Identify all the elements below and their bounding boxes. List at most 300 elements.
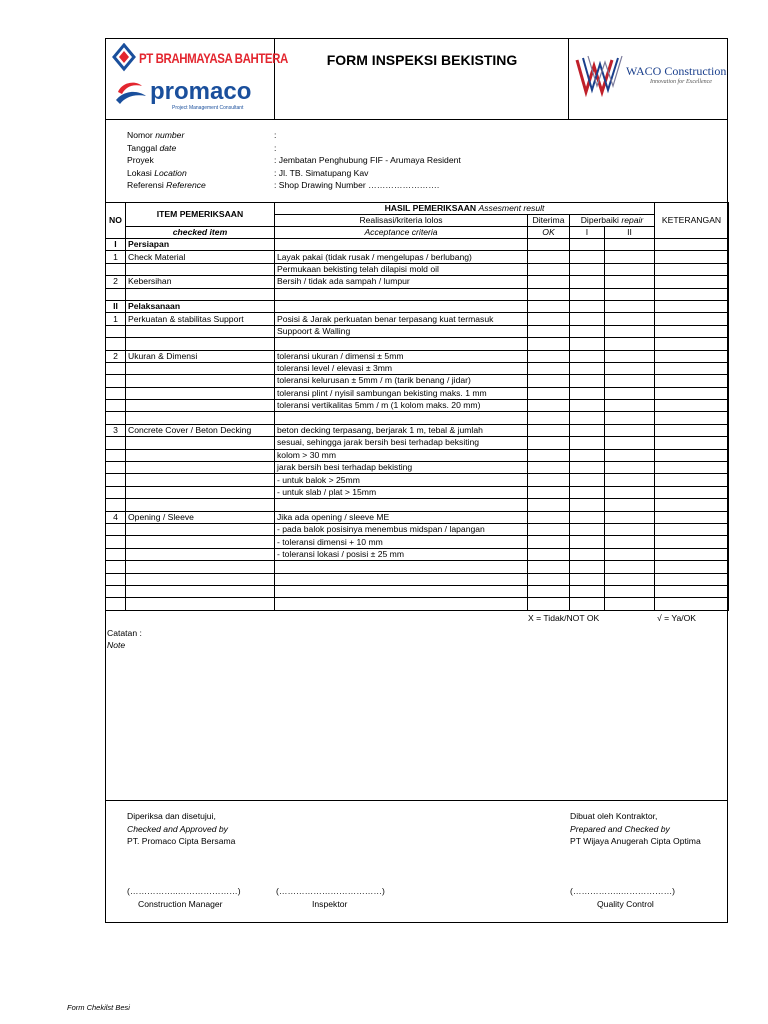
row-item	[126, 585, 275, 597]
row-keterangan-cell[interactable]	[655, 511, 729, 523]
row-ok-cell[interactable]	[528, 276, 570, 288]
row-repair-ii-cell[interactable]	[605, 536, 655, 548]
row-ok-cell[interactable]	[528, 585, 570, 597]
row-repair-ii-cell[interactable]	[605, 400, 655, 412]
row-repair-ii-cell[interactable]	[605, 251, 655, 263]
row-repair-i-cell[interactable]	[570, 449, 605, 461]
row-repair-ii-cell[interactable]	[605, 412, 655, 424]
row-ok-cell[interactable]	[528, 375, 570, 387]
row-no	[106, 288, 126, 300]
row-no	[106, 437, 126, 449]
row-keterangan-cell[interactable]	[655, 486, 729, 498]
legend-ok: √ = Ya/OK	[657, 613, 697, 623]
contractor-company: PT Wijaya Anugerah Cipta Optima	[570, 836, 701, 846]
hasil-label: HASIL PEMERIKSAAN	[384, 203, 477, 213]
table-header-row-3	[106, 227, 729, 239]
row-no	[106, 548, 126, 560]
row-no: 2	[106, 276, 126, 288]
row-repair-ii-cell[interactable]	[605, 300, 655, 312]
row-repair-i-cell[interactable]	[570, 325, 605, 337]
row-repair-ii-cell[interactable]	[605, 375, 655, 387]
row-ok-cell[interactable]	[528, 362, 570, 374]
promaco-logo	[112, 78, 272, 114]
table-row	[106, 561, 729, 573]
row-keterangan-cell[interactable]	[655, 499, 729, 511]
row-ok-cell[interactable]	[528, 486, 570, 498]
row-item: Opening / Sleeve	[126, 511, 275, 523]
row-item	[126, 437, 275, 449]
row-repair-i-cell[interactable]	[570, 437, 605, 449]
row-item: Perkuatan & stabilitas Support	[126, 313, 275, 325]
row-ok-cell[interactable]	[528, 511, 570, 523]
col-diterima-header: Diterima	[528, 215, 570, 227]
row-item: Concrete Cover / Beton Decking	[126, 424, 275, 436]
col-no-header: NO	[106, 203, 126, 239]
row-keterangan-cell[interactable]	[655, 251, 729, 263]
row-repair-ii-cell[interactable]	[605, 511, 655, 523]
row-repair-ii-cell[interactable]	[605, 561, 655, 573]
waco-tagline: Innovation for Excellence	[650, 79, 712, 85]
row-ok-cell[interactable]	[528, 462, 570, 474]
row-criteria: - untuk balok > 25mm	[275, 474, 528, 486]
row-keterangan-cell[interactable]	[655, 276, 729, 288]
row-item	[126, 474, 275, 486]
row-keterangan-cell[interactable]	[655, 362, 729, 374]
row-item	[126, 536, 275, 548]
row-keterangan-cell[interactable]	[655, 561, 729, 573]
row-repair-ii-cell[interactable]	[605, 499, 655, 511]
row-ok-cell[interactable]	[528, 300, 570, 312]
info-value: :	[274, 130, 277, 140]
row-criteria	[275, 300, 528, 312]
row-no	[106, 263, 126, 275]
row-item	[126, 400, 275, 412]
table-row	[106, 400, 729, 412]
row-criteria: toleransi kelurusan ± 5mm / m (tarik benang / jidar)	[275, 375, 528, 387]
title-cell	[275, 38, 569, 119]
row-ok-cell[interactable]	[528, 561, 570, 573]
row-repair-ii-cell[interactable]	[605, 486, 655, 498]
row-repair-i-cell[interactable]	[570, 239, 605, 251]
row-criteria: sesuai, sehingga jarak bersih besi terhadap beksiting	[275, 437, 528, 449]
info-label-en: Reference	[166, 180, 206, 190]
col-item-header-en: checked item	[126, 227, 275, 239]
approver-line1: Diperiksa dan disetujui,	[127, 811, 216, 821]
row-item	[126, 288, 275, 300]
row-keterangan-cell[interactable]	[655, 462, 729, 474]
row-repair-ii-cell[interactable]	[605, 573, 655, 585]
signature-blank-qc: (……………..………………)	[570, 886, 676, 896]
info-label-en: number	[155, 130, 185, 140]
row-repair-i-cell[interactable]	[570, 288, 605, 300]
row-item	[126, 412, 275, 424]
row-ok-cell[interactable]	[528, 474, 570, 486]
row-repair-ii-cell[interactable]	[605, 585, 655, 597]
row-ok-cell[interactable]	[528, 536, 570, 548]
info-label-en: date	[159, 142, 177, 153]
contractor-block	[570, 810, 701, 848]
row-criteria: - untuk slab / plat > 15mm	[275, 486, 528, 498]
row-keterangan-cell[interactable]	[655, 400, 729, 412]
row-repair-i-cell[interactable]	[570, 362, 605, 374]
row-repair-ii-cell[interactable]	[605, 474, 655, 486]
row-criteria: Posisi & Jarak perkuatan benar terpasang kuat termasuk	[275, 313, 528, 325]
notes-area	[107, 627, 142, 651]
row-repair-i-cell[interactable]	[570, 573, 605, 585]
form-title: FORM INSPEKSI BEKISTING	[326, 52, 518, 68]
row-criteria: toleransi plint / nyisil sambungan bekisting maks. 1 mm	[275, 387, 528, 399]
row-no: II	[106, 300, 126, 312]
row-ok-cell[interactable]	[528, 523, 570, 535]
row-criteria: Suppoort & Walling	[275, 325, 528, 337]
col-acceptance-header: Acceptance criteria	[275, 227, 528, 239]
row-item	[126, 486, 275, 498]
info-value: :	[274, 142, 277, 153]
row-item: Ukuran & Dimensi	[126, 350, 275, 362]
contractor-line2: Prepared and Checked by	[570, 823, 670, 834]
header-divider	[105, 119, 728, 120]
row-no	[106, 400, 126, 412]
row-ok-cell[interactable]	[528, 251, 570, 263]
row-ok-cell[interactable]	[528, 313, 570, 325]
row-repair-ii-cell[interactable]	[605, 263, 655, 275]
row-criteria: - toleransi lokasi / posisi ± 25 mm	[275, 548, 528, 560]
notes-label: Catatan :	[107, 628, 142, 638]
row-item	[126, 523, 275, 535]
row-no	[106, 561, 126, 573]
row-criteria	[275, 338, 528, 350]
row-keterangan-cell[interactable]	[655, 449, 729, 461]
row-repair-i-cell[interactable]	[570, 424, 605, 436]
row-criteria: jarak bersih besi terhadap bekisting	[275, 462, 528, 474]
footer-label: Form Chekilst Besi	[67, 1003, 130, 1012]
promaco-tagline: Project Management Consultant	[172, 105, 244, 111]
row-item	[126, 325, 275, 337]
row-ok-cell[interactable]	[528, 598, 570, 610]
table-row	[106, 375, 729, 387]
row-repair-ii-cell[interactable]	[605, 523, 655, 535]
row-no	[106, 412, 126, 424]
row-keterangan-cell[interactable]	[655, 548, 729, 560]
row-repair-i-cell[interactable]	[570, 536, 605, 548]
info-label: Referensi	[127, 180, 164, 190]
row-criteria: - pada balok posisinya menembus midspan / lapangan	[275, 523, 528, 535]
row-repair-i-cell[interactable]	[570, 375, 605, 387]
row-repair-i-cell[interactable]	[570, 462, 605, 474]
table-row	[106, 536, 729, 548]
info-label: Lokasi	[127, 167, 152, 178]
diperbaiki-label: Diperbaiki	[580, 215, 619, 225]
row-criteria: Layak pakai (tidak rusak / mengelupas / berlubang)	[275, 251, 528, 263]
row-ok-cell[interactable]	[528, 548, 570, 560]
row-keterangan-cell[interactable]	[655, 263, 729, 275]
row-item	[126, 573, 275, 585]
brahmayasa-logo	[112, 43, 288, 73]
table-row	[106, 313, 729, 325]
row-repair-ii-cell[interactable]	[605, 338, 655, 350]
row-item	[126, 263, 275, 275]
table-row	[106, 288, 729, 300]
row-no	[106, 362, 126, 374]
row-repair-ii-cell[interactable]	[605, 313, 655, 325]
table-row	[106, 598, 729, 610]
row-repair-i-cell[interactable]	[570, 412, 605, 424]
row-no: 2	[106, 350, 126, 362]
hasil-label-en: Assesment result	[478, 203, 545, 213]
row-criteria	[275, 239, 528, 251]
row-criteria: toleransi vertikalitas 5mm / m (1 kolom maks. 20 mm)	[275, 400, 528, 412]
row-item	[126, 548, 275, 560]
row-no	[106, 536, 126, 548]
row-keterangan-cell[interactable]	[655, 573, 729, 585]
table-row	[106, 499, 729, 511]
info-label: Tanggal	[127, 142, 158, 153]
row-repair-i-cell[interactable]	[570, 548, 605, 560]
row-no	[106, 338, 126, 350]
row-no	[106, 585, 126, 597]
row-keterangan-cell[interactable]	[655, 313, 729, 325]
row-ok-cell[interactable]	[528, 239, 570, 251]
row-keterangan-cell[interactable]	[655, 424, 729, 436]
row-ok-cell[interactable]	[528, 499, 570, 511]
row-keterangan-cell[interactable]	[655, 412, 729, 424]
table-row	[106, 585, 729, 597]
row-no: 3	[106, 424, 126, 436]
col-keterangan-header: KETERANGAN	[655, 203, 729, 239]
table-row	[106, 548, 729, 560]
row-criteria	[275, 585, 528, 597]
row-item	[126, 362, 275, 374]
repair-label: repair	[621, 215, 644, 225]
row-repair-i-cell[interactable]	[570, 474, 605, 486]
row-repair-i-cell[interactable]	[570, 486, 605, 498]
row-item	[126, 449, 275, 461]
row-criteria	[275, 573, 528, 585]
row-no: I	[106, 239, 126, 251]
table-row	[106, 486, 729, 498]
row-ok-cell[interactable]	[528, 412, 570, 424]
row-repair-ii-cell[interactable]	[605, 239, 655, 251]
table-row	[106, 437, 729, 449]
row-repair-ii-cell[interactable]	[605, 462, 655, 474]
table-row	[106, 239, 729, 251]
row-criteria: toleransi level / elevasi ± 3mm	[275, 362, 528, 374]
table-row	[106, 263, 729, 275]
row-no	[106, 523, 126, 535]
row-ok-cell[interactable]	[528, 449, 570, 461]
row-criteria	[275, 561, 528, 573]
row-keterangan-cell[interactable]	[655, 338, 729, 350]
row-keterangan-cell[interactable]	[655, 239, 729, 251]
table-row	[106, 251, 729, 263]
row-ok-cell[interactable]	[528, 437, 570, 449]
row-keterangan-cell[interactable]	[655, 598, 729, 610]
row-criteria	[275, 499, 528, 511]
row-repair-i-cell[interactable]	[570, 523, 605, 535]
row-ok-cell[interactable]	[528, 263, 570, 275]
row-criteria: Jika ada opening / sleeve ME	[275, 511, 528, 523]
approver-line2: Checked and Approved by	[127, 823, 228, 834]
row-repair-ii-cell[interactable]	[605, 350, 655, 362]
info-label: Proyek	[127, 155, 154, 165]
table-row	[106, 387, 729, 399]
table-row	[106, 511, 729, 523]
row-ok-cell[interactable]	[528, 573, 570, 585]
row-no: 1	[106, 313, 126, 325]
row-repair-ii-cell[interactable]	[605, 449, 655, 461]
row-item: Persiapan	[126, 239, 275, 251]
row-item	[126, 598, 275, 610]
row-criteria: kolom > 30 mm	[275, 449, 528, 461]
notes-label-en: Note	[107, 640, 126, 650]
row-ok-cell[interactable]	[528, 288, 570, 300]
row-no	[106, 375, 126, 387]
row-keterangan-cell[interactable]	[655, 474, 729, 486]
row-repair-ii-cell[interactable]	[605, 548, 655, 560]
col-hasil-header	[275, 203, 655, 215]
row-repair-i-cell[interactable]	[570, 598, 605, 610]
table-header-row-1	[106, 203, 729, 215]
row-ok-cell[interactable]	[528, 338, 570, 350]
row-criteria	[275, 412, 528, 424]
row-ok-cell[interactable]	[528, 350, 570, 362]
row-keterangan-cell[interactable]	[655, 325, 729, 337]
row-no	[106, 474, 126, 486]
info-label: Nomor	[127, 130, 153, 140]
row-criteria	[275, 598, 528, 610]
row-item	[126, 462, 275, 474]
role-construction-manager: Construction Manager	[138, 899, 223, 909]
contractor-line1: Dibuat oleh Kontraktor,	[570, 811, 658, 821]
row-keterangan-cell[interactable]	[655, 288, 729, 300]
row-no	[106, 499, 126, 511]
row-repair-i-cell[interactable]	[570, 338, 605, 350]
waco-logo	[574, 52, 727, 98]
approver-block	[127, 810, 235, 848]
row-keterangan-cell[interactable]	[655, 375, 729, 387]
row-no	[106, 325, 126, 337]
signature-blank-inspektor: (………………………………)	[276, 886, 385, 896]
row-criteria	[275, 288, 528, 300]
row-repair-i-cell[interactable]	[570, 300, 605, 312]
row-no	[106, 573, 126, 585]
company-bb-name: PT BRAHMAYASA BAHTERA	[139, 50, 288, 66]
row-ok-cell[interactable]	[528, 325, 570, 337]
table-row	[106, 523, 729, 535]
row-item	[126, 338, 275, 350]
row-repair-ii-cell[interactable]	[605, 437, 655, 449]
row-ok-cell[interactable]	[528, 387, 570, 399]
row-criteria: toleransi ukuran / dimensi ± 5mm	[275, 350, 528, 362]
row-no	[106, 462, 126, 474]
row-repair-i-cell[interactable]	[570, 499, 605, 511]
row-keterangan-cell[interactable]	[655, 585, 729, 597]
row-repair-i-cell[interactable]	[570, 561, 605, 573]
row-no: 1	[106, 251, 126, 263]
row-no	[106, 387, 126, 399]
row-repair-ii-cell[interactable]	[605, 424, 655, 436]
table-row	[106, 474, 729, 486]
table-row	[106, 300, 729, 312]
row-item: Check Material	[126, 251, 275, 263]
row-ok-cell[interactable]	[528, 424, 570, 436]
row-repair-i-cell[interactable]	[570, 585, 605, 597]
row-no: 4	[106, 511, 126, 523]
row-repair-i-cell[interactable]	[570, 511, 605, 523]
row-keterangan-cell[interactable]	[655, 387, 729, 399]
row-no	[106, 449, 126, 461]
role-quality-control: Quality Control	[597, 899, 654, 909]
col-diperbaiki-header	[570, 215, 655, 227]
promaco-name: promaco	[150, 78, 252, 105]
col-repair-ii-header: II	[605, 227, 655, 239]
row-repair-i-cell[interactable]	[570, 251, 605, 263]
row-repair-i-cell[interactable]	[570, 350, 605, 362]
row-repair-ii-cell[interactable]	[605, 598, 655, 610]
col-repair-i-header: I	[570, 227, 605, 239]
row-repair-i-cell[interactable]	[570, 313, 605, 325]
table-row	[106, 412, 729, 424]
info-label-en: Location	[154, 167, 187, 178]
row-repair-ii-cell[interactable]	[605, 387, 655, 399]
row-keterangan-cell[interactable]	[655, 437, 729, 449]
table-row	[106, 338, 729, 350]
inspection-table	[105, 202, 729, 611]
role-inspektor: Inspektor	[312, 899, 348, 909]
signature-blank-cm: (……………..…………………)	[127, 886, 241, 896]
row-repair-i-cell[interactable]	[570, 263, 605, 275]
table-row	[106, 449, 729, 461]
table-row	[106, 424, 729, 436]
row-item	[126, 375, 275, 387]
row-item	[126, 387, 275, 399]
row-repair-ii-cell[interactable]	[605, 362, 655, 374]
row-item: Kebersihan	[126, 276, 275, 288]
row-criteria: Bersih / tidak ada sampah / lumpur	[275, 276, 528, 288]
col-ok-header: OK	[528, 227, 570, 239]
row-criteria: beton decking terpasang, berjarak 1 m, tebal & jumlah	[275, 424, 528, 436]
row-no	[106, 598, 126, 610]
row-keterangan-cell[interactable]	[655, 350, 729, 362]
row-criteria: - toleransi dimensi + 10 mm	[275, 536, 528, 548]
info-value: : Jl. TB. Simatupang Kav	[274, 167, 369, 178]
table-row	[106, 350, 729, 362]
info-value: : Shop Drawing Number …………………….	[274, 180, 440, 190]
approver-company: PT. Promaco Cipta Bersama	[127, 836, 236, 846]
row-item	[126, 499, 275, 511]
row-repair-i-cell[interactable]	[570, 387, 605, 399]
row-item	[126, 561, 275, 573]
legend-not-ok: X = Tidak/NOT OK	[528, 613, 600, 623]
row-repair-ii-cell[interactable]	[605, 276, 655, 288]
table-row	[106, 362, 729, 374]
row-keterangan-cell[interactable]	[655, 536, 729, 548]
row-item: Pelaksanaan	[126, 300, 275, 312]
table-row	[106, 462, 729, 474]
row-repair-i-cell[interactable]	[570, 276, 605, 288]
table-row	[106, 573, 729, 585]
waco-name: WACO Construction	[626, 64, 727, 78]
col-realisasi-header: Realisasi/kriteria lolos	[275, 215, 528, 227]
row-repair-i-cell[interactable]	[570, 400, 605, 412]
row-keterangan-cell[interactable]	[655, 523, 729, 535]
signature-divider	[105, 800, 728, 801]
row-ok-cell[interactable]	[528, 400, 570, 412]
row-no	[106, 486, 126, 498]
row-repair-ii-cell[interactable]	[605, 288, 655, 300]
row-keterangan-cell[interactable]	[655, 300, 729, 312]
row-repair-ii-cell[interactable]	[605, 325, 655, 337]
